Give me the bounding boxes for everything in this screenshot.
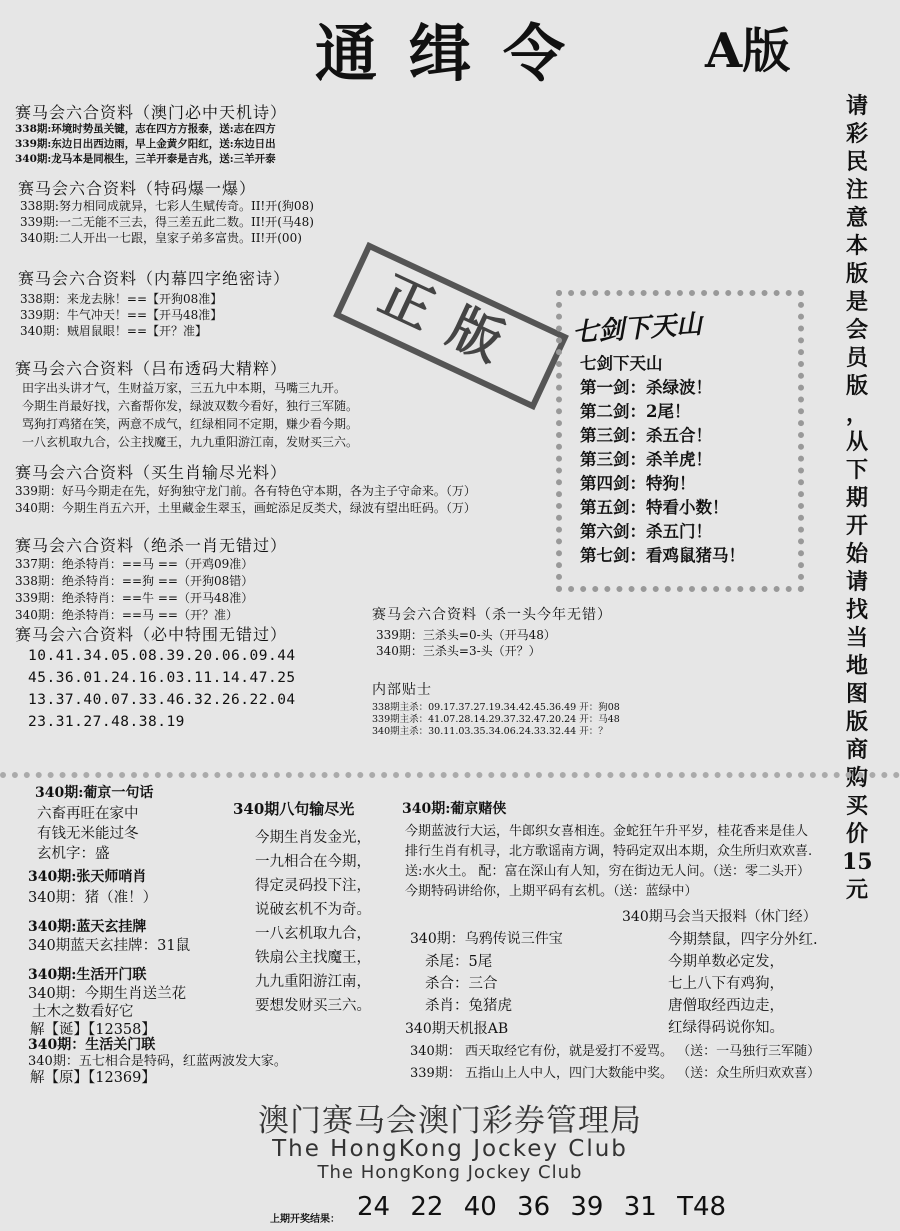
list-item: 第七剑：看鸡鼠猪马！ [580, 546, 745, 565]
notice-char: 版 [845, 373, 868, 399]
header [0, 2, 900, 90]
swords-script-title: 七剑下天山 [571, 309, 704, 349]
block-title: 340期:葡京赌侠 [402, 801, 507, 817]
seven-swords-box [556, 290, 804, 592]
list-item: 要想发财买三六。 [255, 998, 371, 1014]
footer-org-cn: 澳门赛马会澳门彩券管理局 [258, 1103, 642, 1139]
list-item: 解【原】【12369】 [30, 1070, 156, 1086]
number-row: 13.37.40.07.33.46.32.26.22.04 [28, 692, 296, 708]
list-item: 340期蓝天玄挂牌：31鼠 [28, 938, 191, 954]
notice-char: 商 [845, 737, 868, 763]
list-item: 340期：今期生肖送兰花 [28, 986, 187, 1002]
number-row: 23.31.27.48.38.19 [28, 714, 185, 730]
list-item: 第二剑：2尾！ [580, 402, 691, 421]
notice-char: 本 [845, 233, 868, 259]
section-title-9: 内部贴士 [372, 682, 432, 698]
footer-org-en-secondary: The HongKong Jockey Club [317, 1162, 583, 1183]
notice-char: 元 [845, 877, 868, 903]
list-item: 今期生肖最好找，六畜帮你发，绿波双数今看好，独行三军随。 [22, 399, 359, 413]
list-item: 339期：三杀头=0-头（开马48） [376, 628, 556, 642]
notice-char: 买 [845, 793, 868, 819]
section-title-6: 赛马会六合资料（绝杀一肖无错过） [15, 536, 288, 555]
list-item: 第四剑：特狗！ [580, 474, 696, 493]
notice-char: 地 [845, 653, 868, 679]
list-item: 一九相合在今期， [255, 854, 371, 870]
list-item: 340期：五七相合是特码，红蓝两波发大家。 [28, 1054, 287, 1069]
block-title: 340期马会当天报料（休门经） [622, 909, 817, 925]
list-item: 解【诞】【12358】 [30, 1022, 156, 1038]
list-item: 铁扇公主找魔王， [255, 950, 371, 966]
section-title-8: 赛马会六合资料（杀一头今年无错） [372, 607, 612, 623]
list-item: 唐僧取经西边走， [668, 998, 784, 1014]
list-item: 一八玄机取九合，公主找魔王，九九重阳游江南，发财买三六。 [22, 435, 359, 449]
notice-char: 会 [845, 317, 868, 343]
list-item: 送:水火土。 配：富在深山有人知，穷在街边无人问。（送：零二头开） [405, 864, 811, 879]
block-title: 340期:蓝天玄挂牌 [28, 919, 147, 935]
list-item: 339期：牛气冲天！==【开马48准】 [20, 308, 223, 322]
list-item: 339期：好马今期走在先，好狗独守龙门前。各有特色守本期，各为主子守命来。（万） [15, 484, 476, 498]
list-item: 340期主杀：30.11.03.35.34.06.24.33.32.44 开：？ [372, 726, 608, 737]
list-item: 红绿得码说你知。 [668, 1020, 784, 1036]
list-item: 第三剑：杀五合！ [580, 426, 712, 445]
list-item: 339期:东边日出西边雨，早上金黄夕阳红，送:东边日出 [15, 138, 276, 150]
list-item: 杀肖：兔猪虎 [425, 998, 512, 1014]
notice-char: 注 [845, 177, 868, 203]
block-title: 340期天机报AB [405, 1021, 509, 1037]
section-title-1: 赛马会六合资料（澳门必中天机诗） [15, 103, 288, 122]
list-item: 第三剑：杀羊虎！ [580, 450, 712, 469]
notice-char: 价 [845, 821, 868, 847]
list-item: 杀合：三合 [425, 976, 498, 992]
list-item: 一八玄机取九合， [255, 926, 371, 942]
notice-char: 员 [845, 345, 868, 371]
block-title: 340期:张天师哨肖 [28, 869, 147, 885]
notice-char: 始 [845, 541, 868, 567]
list-item: 339期主杀：41.07.28.14.29.37.32.47.20.24 开：马48 [372, 714, 620, 725]
notice-char: 版 [845, 709, 868, 735]
notice-char: 版 [845, 261, 868, 287]
list-item: 340期：三杀头=3-头（开？） [376, 644, 541, 658]
list-item: 第六剑：杀五门！ [580, 522, 712, 541]
list-item: 七上八下有鸡狗， [668, 976, 784, 992]
section-title-5: 赛马会六合资料（买生肖输尽光料） [15, 463, 288, 482]
number-row: 45.36.01.24.16.03.11.14.47.25 [28, 670, 296, 686]
swords-list [580, 352, 745, 568]
list-item: 排行生肖有机寻，北方歌谣南方调，特码定双出本期，众生所归欢欢喜. [405, 844, 813, 859]
list-item: 土木之数看好它 [32, 1004, 134, 1020]
section-title-2: 赛马会六合资料（特码爆一爆） [18, 179, 257, 198]
notice-char: 15 [842, 849, 873, 875]
list-item: 今期特码讲给你，上期平码有玄机。（送：蓝绿中） [405, 884, 698, 899]
notice-char: 购 [845, 765, 868, 791]
block-title: 340期:葡京一句话 [35, 785, 154, 801]
list-item: 第五剑：特看小数！ [580, 498, 729, 517]
list-item: 今期单数必定发， [668, 954, 784, 970]
last-result-numbers: 24 22 40 36 39 31 T48 [357, 1192, 727, 1222]
list-item: 第一剑：杀绿波！ [580, 378, 712, 397]
notice-char: 请 [845, 569, 868, 595]
list-item: 玄机字：盛 [37, 846, 110, 862]
list-item: 340期:龙马本是同根生，三羊开泰是吉兆，送:三羊开泰 [15, 153, 276, 165]
list-item: 337期：绝杀特肖：==马 ==（开鸡09准） [15, 557, 254, 571]
notice-char: 期 [845, 485, 868, 511]
list-item: 六畜再旺在家中 [37, 806, 139, 822]
list-item: 340期：绝杀特肖：==马 ==（开？准） [15, 608, 238, 622]
list-item: 338期:努力相同成就异，七彩人生赋传奇。II!开(狗08) [20, 199, 314, 213]
list-item: 有钱无米能过冬 [37, 826, 139, 842]
block-title: 340期：乌鸦传说三件宝 [410, 931, 563, 947]
list-item: 340期：贼眉鼠眼！==【开？准】 [20, 324, 208, 338]
notice-char: 请 [845, 93, 868, 119]
notice-char: 意 [845, 205, 868, 231]
notice-char: 彩 [845, 121, 868, 147]
list-item: 说破玄机不为奇。 [255, 902, 371, 918]
poster-title: 通缉令 [315, 17, 598, 90]
last-result-label: 上期开奖结果： [270, 1214, 340, 1225]
list-item: 今期蓝波行大运，牛郎织女喜相连。金蛇狂午升平岁，桂花香来是佳人 [405, 824, 809, 839]
notice-char: 图 [845, 681, 868, 707]
section-title-3: 赛马会六合资料（内幕四字绝密诗） [18, 269, 291, 288]
number-row: 10.41.34.05.08.39.20.06.09.44 [28, 648, 296, 664]
list-item: 得定灵码投下注， [255, 878, 371, 894]
block-title: 340期：生活关门联 [28, 1037, 156, 1053]
notice-char: 从 [845, 429, 868, 455]
notice-char: 下 [845, 457, 868, 483]
list-item: 今期生肖发金光， [255, 830, 371, 846]
list-item: 骂狗打鸡猪在笑，两意不成气，红绿相同不定期，赚少看今期。 [22, 417, 359, 431]
list-item: 339期:一二无能不三去，得三差五此二数。II!开(马48) [20, 215, 314, 229]
list-item: 杀尾：5尾 [425, 954, 493, 970]
footer-org-en: The HongKong Jockey Club [272, 1136, 628, 1162]
list-item: 338期：来龙去脉！==【开狗08准】 [20, 292, 223, 306]
notice-char: 民 [845, 149, 868, 175]
list-item: 今期禁鼠，四字分外红. [668, 932, 818, 948]
list-item: 340期：猪（准！） [28, 890, 158, 906]
block-title: 340期八句输尽光 [233, 800, 355, 818]
list-item: 340期:二人开出一七跟，皇家子弟多富贵。II!开(00) [20, 231, 302, 245]
notice-char: ， [845, 401, 868, 427]
list-item: 田字出头讲才气，生财益万家，三五九中本期，马嘴三九开。 [22, 381, 347, 395]
lower-section [0, 778, 900, 1096]
list-item: 七剑下天山 [580, 354, 663, 373]
edition-label: A版 [705, 23, 791, 79]
list-item: 338期：绝杀特肖：==狗 ==（开狗08错） [15, 574, 254, 588]
list-item: 339期：绝杀特肖：==牛 ==（开马48准） [15, 591, 254, 605]
genuine-stamp: 正版 [333, 242, 569, 410]
list-item: 九九重阳游江南， [255, 974, 371, 990]
list-item: 340期：今期生肖五六开，土里藏金生翠玉，画蛇添足反类犬，绿波有望出旺码。（万） [15, 501, 476, 515]
list-item: 340期： 西天取经它有份，就是爱打不爱骂。 （送：一马独行三军随） [410, 1044, 821, 1059]
list-item: 338期主杀：09.17.37.27.19.34.42.45.36.49 开：狗08 [372, 702, 620, 713]
block-title: 340期:生活开门联 [28, 967, 147, 983]
notice-char: 开 [845, 513, 868, 539]
list-item: 338期:环境时势虽关键，志在四方方报泰，送:志在四方 [15, 123, 276, 135]
notice-char: 找 [845, 597, 868, 623]
notice-char: 是 [845, 289, 868, 315]
notice-char: 当 [845, 625, 868, 651]
section-title-7: 赛马会六合资料（必中特围无错过） [15, 625, 288, 644]
section-title-4: 赛马会六合资料（吕布透码大精粹） [15, 359, 288, 378]
list-item: 339期： 五指山上人中人，四门大数能中奖。 （送：众生所归欢欢喜） [410, 1066, 821, 1081]
